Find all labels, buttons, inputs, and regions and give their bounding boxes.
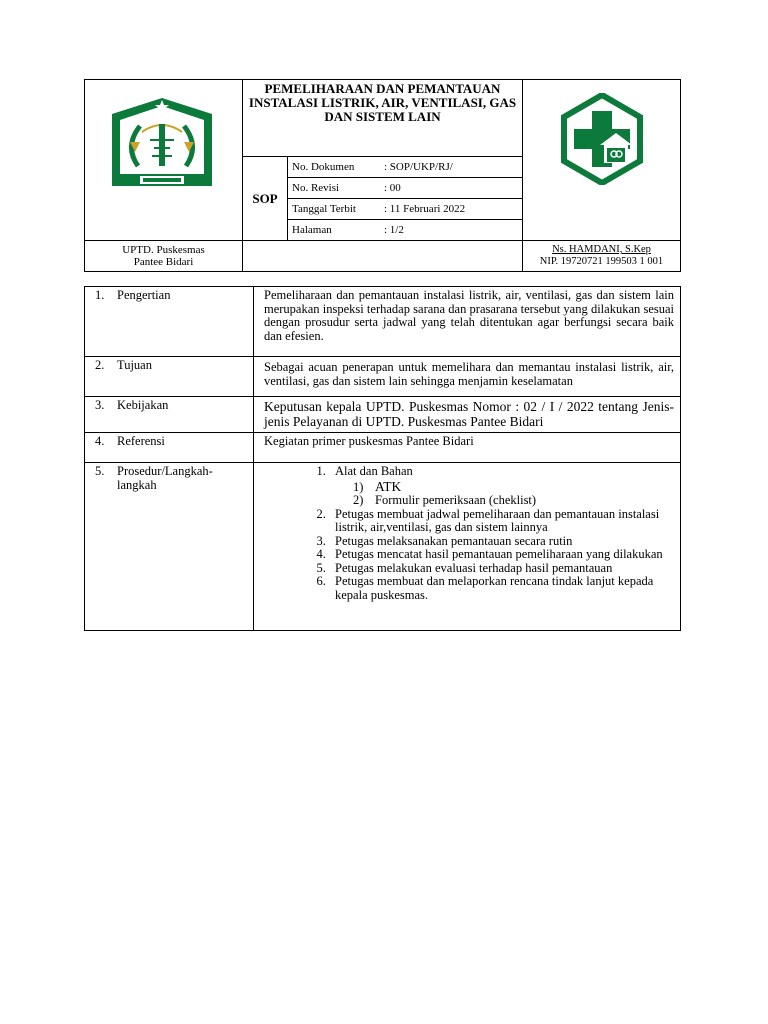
puskesmas-cross-logo-icon	[556, 93, 648, 185]
sop-header-table	[84, 79, 681, 272]
issue-date-value: : 11 Februari 2022	[380, 199, 522, 220]
section-row	[85, 463, 681, 631]
signer-nip: NIP. 19720721 199503 1 001	[539, 256, 664, 267]
sub-steps-list	[335, 479, 674, 508]
section-label: Prosedur/Langkah-langkah	[117, 464, 213, 492]
section-label-cell	[85, 357, 254, 397]
step-item	[329, 465, 674, 508]
step-item: 3. Petugas melaksanakan pemantauan secara rutin	[329, 535, 674, 549]
section-label-cell	[85, 463, 254, 631]
signer-name: Ns. HAMDANI, S.Kep	[552, 244, 651, 255]
step-item: 2. Petugas membuat jadwal pemeliharaan dan pemantauan instalasi listrik, air,ventilasi, gas dan sistem lainnya	[329, 508, 674, 535]
revision-label: No. Revisi	[288, 178, 380, 199]
sub-step-item	[353, 479, 674, 495]
section-label: Tujuan	[117, 358, 152, 372]
section-row	[85, 433, 681, 463]
document-info	[288, 157, 523, 241]
section-number: 3.	[95, 398, 105, 412]
section-label-cell	[85, 287, 254, 357]
section-number: 5.	[95, 464, 105, 478]
left-logo-cell	[85, 80, 243, 241]
section-label: Kebijakan	[117, 398, 169, 412]
doc-number-label: No. Dokumen	[288, 157, 380, 178]
sub-step-number: 2)	[353, 493, 364, 507]
section-row	[85, 397, 681, 433]
issue-date-label: Tanggal Terbit	[288, 199, 380, 220]
sub-step-item	[353, 494, 674, 508]
section-text: Sebagai acuan penerapan untuk memelihara dan memantau instalasi listrik, air, ventilasi, gas dan sistem lain sehingga menjamin keselamatan	[254, 357, 681, 397]
doc-number-value: : SOP/UKP/RJ/	[380, 157, 522, 178]
section-label-cell	[85, 433, 254, 463]
sop-label: SOP	[243, 157, 288, 241]
step-item: 6. Petugas membuat dan melaporkan rencana tindak lanjut kepada kepala puskesmas.	[329, 575, 674, 602]
signer	[523, 241, 681, 272]
step-text: Alat dan Bahan	[335, 464, 413, 478]
org-line-2: Pantee Bidari	[133, 256, 194, 268]
page-label: Halaman	[292, 224, 332, 236]
section-label: Pengertian	[117, 288, 171, 302]
sub-step-number: 1)	[353, 479, 364, 494]
steps-list	[264, 465, 674, 602]
page-value: : 1/2	[384, 224, 404, 236]
aceh-province-emblem-icon	[110, 96, 214, 188]
footer-blank-cell	[243, 241, 523, 272]
section-text: Kegiatan primer puskesmas Pantee Bidari	[254, 433, 681, 463]
section-row	[85, 357, 681, 397]
sub-step-text: Formulir pemeriksaan (cheklist)	[375, 493, 537, 507]
section-number: 2.	[95, 358, 105, 372]
revision-value: : 00	[380, 178, 522, 199]
step-item: 4. Petugas mencatat hasil pemantauan pemeliharaan yang dilakukan	[329, 548, 674, 562]
section-label-cell	[85, 397, 254, 433]
org-line-1: UPTD. Puskesmas	[122, 244, 205, 256]
document-title: PEMELIHARAAN DAN PEMANTAUAN INSTALASI LISTRIK, AIR, VENTILASI, GAS DAN SISTEM LAIN	[243, 80, 523, 157]
step-item: 5. Petugas melakukan evaluasi terhadap hasil pemantauan	[329, 562, 674, 576]
sop-content-table	[84, 286, 681, 631]
section-number: 4.	[95, 434, 105, 448]
section-label: Referensi	[117, 434, 165, 448]
procedure-steps	[254, 463, 681, 631]
section-number: 1.	[95, 288, 105, 302]
document-info-table	[288, 157, 522, 240]
section-text: Pemeliharaan dan pemantauan instalasi listrik, air, ventilasi, gas dan sistem lain merupakan inspeksi terhadap sarana dan prasarana tersebut yang dilakukan sesuai dengan prosudur serta jadwal yang telah ditentukan agar berfungsi secara baik dan efesien.	[254, 287, 681, 357]
sub-step-text: ATK	[375, 478, 402, 494]
section-text: Keputusan kepala UPTD. Puskesmas Nomor : 02 / I / 2022 tentang Jenis-jenis Pelayanan di UPTD. Puskesmas Pantee Bidari	[254, 397, 681, 433]
right-logo-cell	[523, 80, 681, 241]
organization-name	[85, 241, 243, 272]
section-row	[85, 287, 681, 357]
